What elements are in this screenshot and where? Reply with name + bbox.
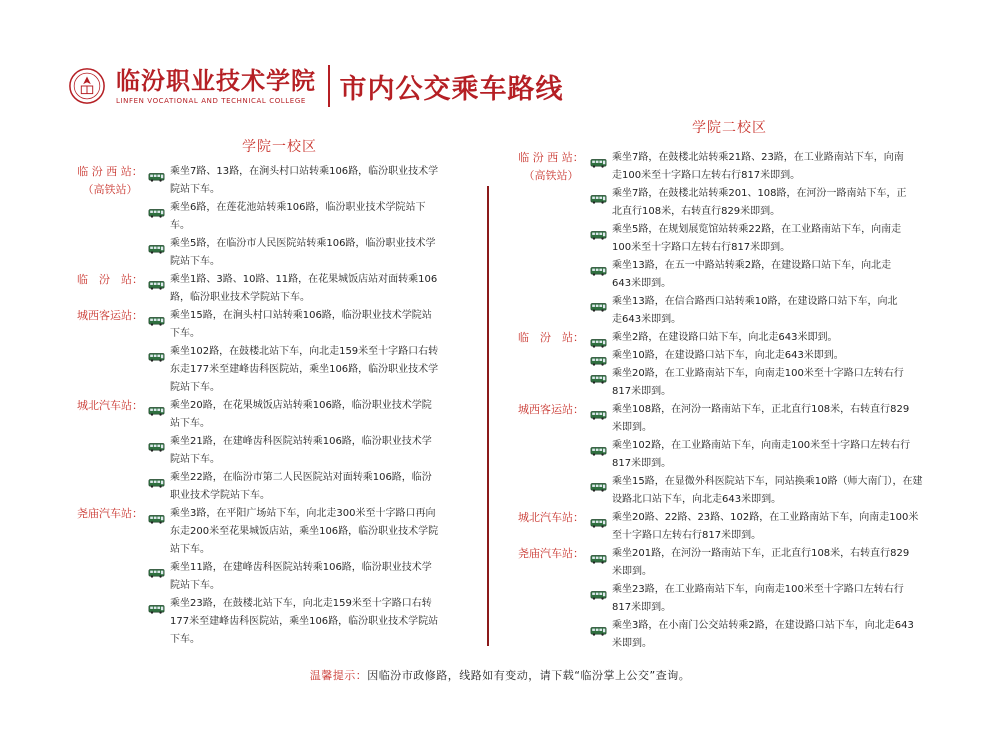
- route-line: 院站下车。: [170, 580, 220, 591]
- route-description: [612, 329, 932, 347]
- route-line: 乘坐22路，在临汾市第二人民医院站对面转乘106路，临汾: [170, 472, 432, 483]
- route-line: 乘坐102路，在鼓楼北站下车，向北走159米至十字路口右转: [170, 346, 439, 357]
- station-name: 城北汽车站：: [77, 399, 143, 412]
- school-seal-icon: [68, 67, 106, 105]
- route-line: 路，临汾职业技术学院站下车。: [170, 292, 310, 303]
- route-description: [170, 505, 470, 559]
- bus-icon: [590, 189, 607, 198]
- bus-icon: [148, 239, 165, 248]
- route-line: 下车。: [170, 328, 200, 339]
- route-line: 乘坐1路、3路、10路、11路，在花果城饭店站对面转乘106: [170, 274, 438, 285]
- route-description: [612, 437, 932, 473]
- bus-icon: [590, 261, 607, 270]
- bus-icon: [148, 599, 165, 608]
- route-line: 乘坐6路，在莲花池站转乘106路，临汾职业技术学院站下: [170, 202, 426, 213]
- station-name: 城北汽车站：: [518, 511, 584, 524]
- route-line: 643米即到。: [612, 278, 672, 289]
- route-line: 乘坐5路，在规划展览馆站转乘22路，在工业路南站下车，向南走: [612, 224, 902, 235]
- bus-icon: [148, 167, 165, 176]
- bus-icon: [590, 549, 607, 558]
- route-line: 米即到。: [612, 422, 652, 433]
- bus-icon: [148, 275, 165, 284]
- route-line: 东走200米至花果城饭店站，乘坐106路，临汾职业技术学院: [170, 526, 439, 537]
- bus-icon: [590, 513, 607, 522]
- route-line: 米即到。: [612, 638, 652, 649]
- route-description: [170, 271, 470, 307]
- route-line: 100米至十字路口左转右行817米即到。: [612, 242, 791, 253]
- school-name-cn: 临汾职业技术学院: [116, 66, 316, 95]
- route-line: 乘坐108路，在河汾一路南站下车，正北直行108米，右转直行829: [612, 404, 910, 415]
- route-description: [612, 221, 932, 257]
- station-name: 城西客运站：: [518, 403, 584, 416]
- bus-icon: [590, 333, 607, 342]
- bus-icon: [590, 585, 607, 594]
- route-description: [612, 257, 932, 293]
- route-line: 乘坐2路，在建设路口站下车，向北走643米即到。: [612, 332, 838, 343]
- school-name-block: [116, 67, 316, 105]
- route-line: 乘坐23路，在工业路南站下车，向南走100米至十字路口左转右行: [612, 584, 904, 595]
- route-description: [612, 617, 932, 653]
- footer-text: 因临汾市政修路，线路如有变动，请下载“临汾掌上公交”查询。: [367, 669, 691, 682]
- footer-label: 温馨提示：: [309, 669, 368, 682]
- route-description: [612, 365, 932, 401]
- route-description: [612, 545, 932, 581]
- bus-icon: [148, 203, 165, 212]
- station-name: 临 汾 站：: [518, 331, 584, 344]
- route-line: 东走177米至建峰齿科医院站，乘坐106路，临汾职业技术学: [170, 364, 439, 375]
- route-line: 乘坐7路，在鼓楼北站转乘21路、23路，在工业路南站下车，向南: [612, 152, 904, 163]
- route-line: 乘坐15路，在显微外科医院站下车，同站换乘10路（师大南门），在建: [612, 476, 923, 487]
- campus2-title: 学院二校区: [692, 120, 767, 136]
- route-line: 乘坐20路，在花果城饭店站转乘106路，临汾职业技术学院: [170, 400, 432, 411]
- route-description: [170, 235, 470, 271]
- route-description: [170, 433, 470, 469]
- column-divider: [487, 186, 489, 646]
- route-line: 乘坐13路，在五一中路站转乘2路，在建设路口站下车，向北走: [612, 260, 892, 271]
- route-description: [612, 509, 932, 545]
- bus-icon: [590, 369, 607, 378]
- route-line: 院站下车。: [170, 382, 220, 393]
- route-description: [612, 149, 932, 185]
- route-line: 乘坐5路，在临汾市人民医院站转乘106路，临汾职业技术学: [170, 238, 436, 249]
- bus-icon: [590, 621, 607, 630]
- station-name: 临 汾 西 站： （高铁站）: [77, 165, 143, 196]
- school-name-en: LINFEN VOCATIONAL AND TECHNICAL COLLEGE: [116, 97, 306, 105]
- bus-icon: [590, 225, 607, 234]
- header-divider: [328, 65, 330, 107]
- bus-icon: [148, 563, 165, 572]
- bus-icon: [148, 401, 165, 410]
- route-line: 站下车。: [170, 544, 210, 555]
- bus-icon: [590, 297, 607, 306]
- route-line: 米即到。: [612, 566, 652, 577]
- route-description: [612, 293, 932, 329]
- route-line: 乘坐10路，在建设路口站下车，向北走643米即到。: [612, 350, 844, 361]
- page-header: [68, 58, 564, 114]
- route-line: 乘坐201路，在河汾一路南站下车，正北直行108米，右转直行829: [612, 548, 910, 559]
- route-line: 817米即到。: [612, 386, 672, 397]
- route-description: [612, 347, 932, 365]
- bus-icon: [148, 437, 165, 446]
- route-line: 站下车。: [170, 418, 210, 429]
- route-line: 乘坐3路，在小南门公交站转乘2路，在建设路口站下车，向北走643: [612, 620, 914, 631]
- route-description: [612, 401, 932, 437]
- bus-icon: [590, 153, 607, 162]
- route-description: [170, 397, 470, 433]
- route-line: 至十字路口左转右行817米即到。: [612, 530, 762, 541]
- route-line: 817米即到。: [612, 458, 672, 469]
- route-line: 走100米至十字路口左转右行817米即到。: [612, 170, 801, 181]
- route-description: [612, 473, 932, 509]
- route-description: [612, 581, 932, 617]
- route-description: [612, 185, 932, 221]
- route-line: 职业技术学院站下车。: [170, 490, 270, 501]
- route-line: 乘坐102路，在工业路南站下车，向南走100米至十字路口左转右行: [612, 440, 911, 451]
- bus-icon: [590, 441, 607, 450]
- bus-icon: [590, 351, 607, 360]
- route-line: 乘坐11路，在建峰齿科医院站转乘106路，临汾职业技术学: [170, 562, 432, 573]
- station-name: 临 汾 站：: [77, 273, 143, 286]
- page-title: 市内公交乘车路线: [339, 73, 564, 105]
- station-name: 临 汾 西 站： （高铁站）: [518, 151, 584, 182]
- route-line: 乘坐20路，在工业路南站下车，向南走100米至十字路口左转右行: [612, 368, 904, 379]
- route-line: 乘坐3路，在平阳广场站下车，向北走300米至十字路口再向: [170, 508, 436, 519]
- route-line: 设路北口站下车，向北走643米即到。: [612, 494, 782, 505]
- route-line: 走643米即到。: [612, 314, 682, 325]
- footer-notice: [0, 667, 1000, 683]
- route-line: 乘坐20路、22路、23路、102路，在工业路南站下车，向南走100米: [612, 512, 919, 523]
- route-line: 乘坐15路，在涧头村口站转乘106路，临汾职业技术学院站: [170, 310, 432, 321]
- route-line: 院站下车。: [170, 184, 220, 195]
- route-description: [170, 163, 470, 199]
- bus-icon: [148, 311, 165, 320]
- route-line: 177米至建峰齿科医院站，乘坐106路，临汾职业技术学院站: [170, 616, 439, 627]
- bus-icon: [590, 405, 607, 414]
- route-line: 北直行108米，右转直行829米即到。: [612, 206, 781, 217]
- bus-icon: [148, 347, 165, 356]
- bus-icon: [148, 509, 165, 518]
- station-name: 尧庙汽车站：: [77, 507, 143, 520]
- route-line: 乘坐7路、13路，在涧头村口站转乘106路，临汾职业技术学: [170, 166, 439, 177]
- route-description: [170, 343, 470, 397]
- bus-icon: [590, 477, 607, 486]
- route-line: 乘坐7路，在鼓楼北站转乘201、108路，在河汾一路南站下车，正: [612, 188, 907, 199]
- route-line: 车。: [170, 220, 190, 231]
- route-description: [170, 199, 470, 235]
- bus-icon: [148, 473, 165, 482]
- route-line: 乘坐13路，在信合路西口站转乘10路，在建设路口站下车，向北: [612, 296, 898, 307]
- route-line: 乘坐21路，在建峰齿科医院站转乘106路，临汾职业技术学: [170, 436, 432, 447]
- route-description: [170, 559, 470, 595]
- station-name: 尧庙汽车站：: [518, 547, 584, 560]
- route-line: 院站下车。: [170, 454, 220, 465]
- route-description: [170, 307, 470, 343]
- route-line: 817米即到。: [612, 602, 672, 613]
- route-description: [170, 469, 470, 505]
- route-description: [170, 595, 470, 649]
- route-line: 院站下车。: [170, 256, 220, 267]
- route-line: 下车。: [170, 634, 200, 645]
- station-name: 城西客运站：: [77, 309, 143, 322]
- route-line: 乘坐23路，在鼓楼北站下车，向北走159米至十字路口右转: [170, 598, 432, 609]
- campus1-title: 学院一校区: [242, 139, 317, 155]
